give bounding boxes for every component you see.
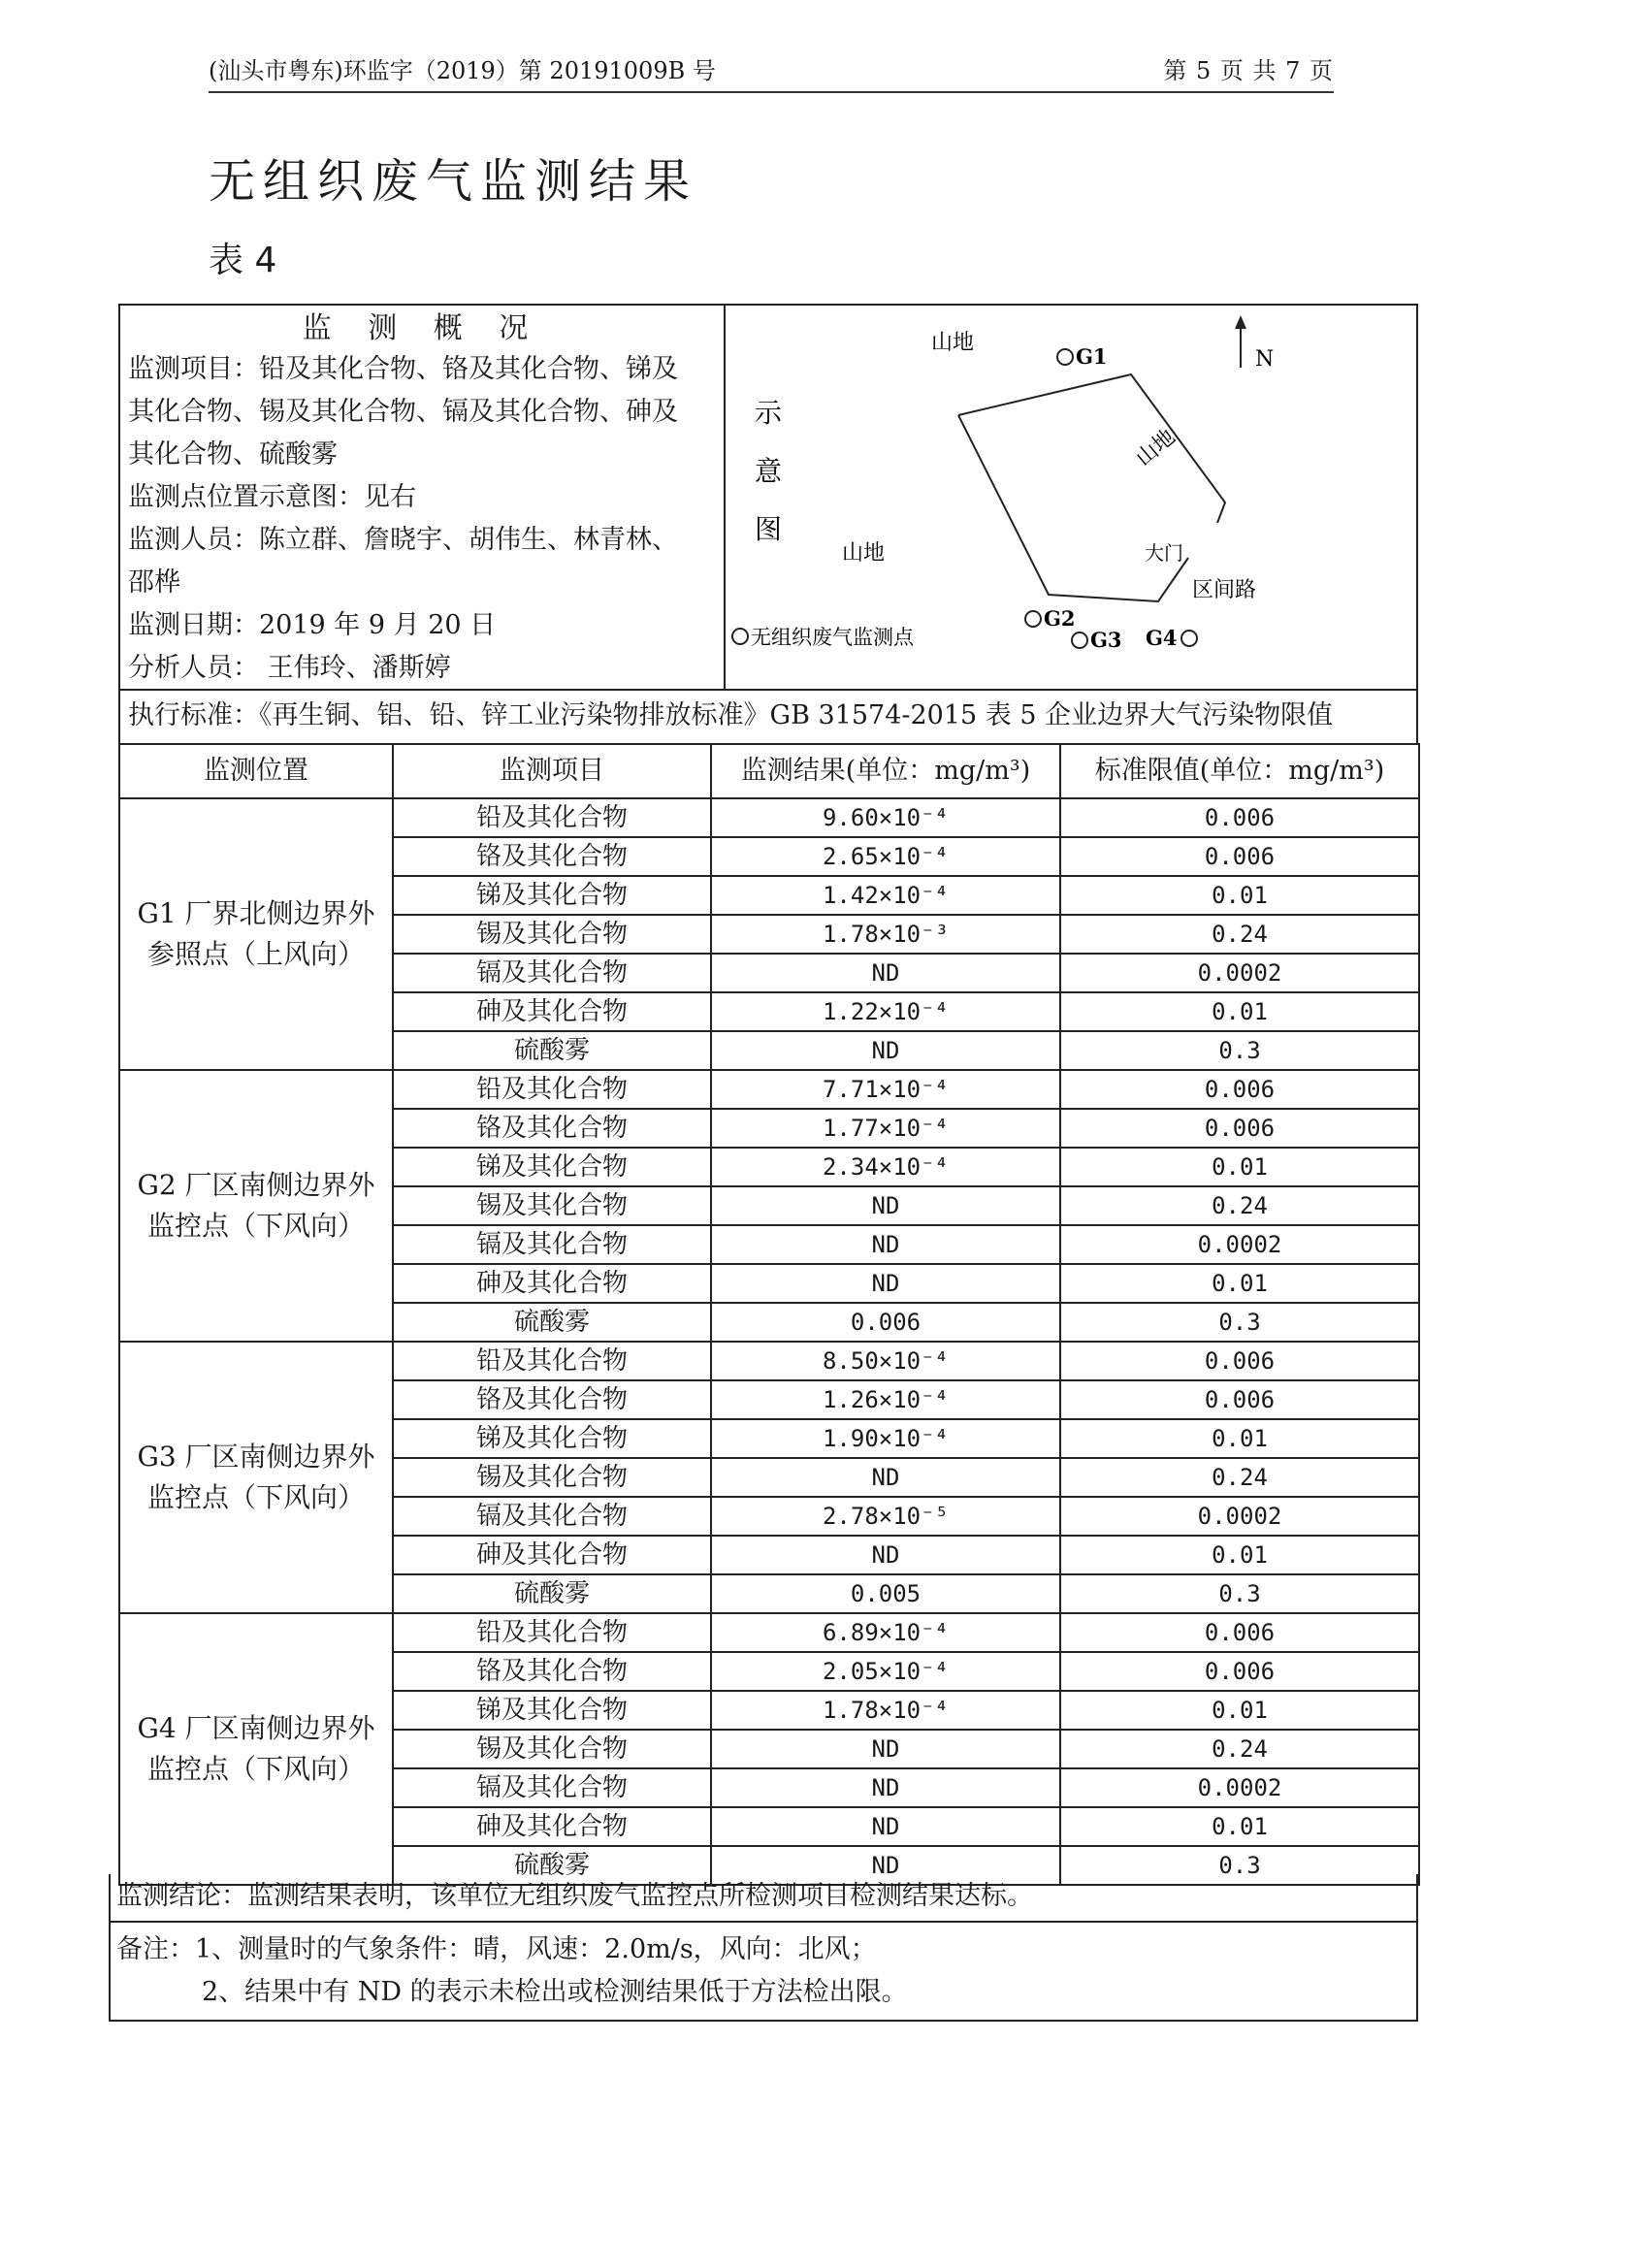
road-label: 区间路 xyxy=(1192,578,1257,602)
location-line: G1 厂界北侧边界外 xyxy=(137,897,375,929)
item-cell: 硫酸雾 xyxy=(393,1846,711,1885)
point-g4-icon xyxy=(1181,631,1197,646)
limit-cell: 0.24 xyxy=(1060,915,1419,954)
item-cell: 锑及其化合物 xyxy=(393,876,711,915)
result-cell: 9.60×10⁻⁴ xyxy=(711,798,1060,837)
mountain-label: 山地 xyxy=(842,541,886,566)
result-cell: 1.26×10⁻⁴ xyxy=(711,1380,1060,1419)
point-g2-label: G2 xyxy=(1044,606,1076,631)
limit-cell: 0.3 xyxy=(1060,1031,1419,1070)
result-cell: 1.78×10⁻³ xyxy=(711,915,1060,954)
result-cell: ND xyxy=(711,1536,1060,1574)
item-cell: 镉及其化合物 xyxy=(393,1768,711,1807)
item-cell: 硫酸雾 xyxy=(393,1303,711,1342)
limit-cell: 0.006 xyxy=(1060,1342,1419,1380)
result-cell: 2.34×10⁻⁴ xyxy=(711,1148,1060,1186)
location-line: 监控点（下风向） xyxy=(146,1753,365,1785)
limit-cell: 0.0002 xyxy=(1060,1497,1419,1536)
table-row xyxy=(119,1070,1419,1109)
column-header: 监测位置 xyxy=(119,744,393,798)
monitoring-conclusion: 监测结论：监测结果表明，该单位无组织废气监控点所检测项目检测结果达标。 xyxy=(109,1874,1418,1923)
overview-heading: 监 测 概 况 xyxy=(302,311,542,345)
point-g3-icon xyxy=(1072,632,1087,648)
limit-cell: 0.01 xyxy=(1060,1807,1419,1846)
result-cell: 0.006 xyxy=(711,1303,1060,1342)
table-row xyxy=(119,798,1419,837)
limit-cell: 0.01 xyxy=(1060,1536,1419,1574)
location-cell xyxy=(119,798,393,1070)
overview-line: 其化合物、硫酸雾 xyxy=(128,439,338,470)
result-cell: 1.77×10⁻⁴ xyxy=(711,1109,1060,1148)
item-cell: 砷及其化合物 xyxy=(393,1264,711,1303)
limit-cell: 0.0002 xyxy=(1060,1768,1419,1807)
table-row xyxy=(119,1342,1419,1380)
limit-cell: 0.01 xyxy=(1060,1264,1419,1303)
item-cell: 锡及其化合物 xyxy=(393,915,711,954)
result-cell: 0.005 xyxy=(711,1574,1060,1613)
site-diagram xyxy=(726,306,1416,689)
limit-cell: 0.01 xyxy=(1060,1148,1419,1186)
remarks xyxy=(109,1921,1418,2022)
limit-cell: 0.01 xyxy=(1060,1691,1419,1730)
limit-cell: 0.006 xyxy=(1060,1109,1419,1148)
result-cell: 8.50×10⁻⁴ xyxy=(711,1342,1060,1380)
result-cell: ND xyxy=(711,1031,1060,1070)
point-g2-icon xyxy=(1025,611,1041,627)
page-title: 无组织废气监测结果 xyxy=(209,154,698,209)
limit-cell: 0.006 xyxy=(1060,1613,1419,1652)
item-cell: 镉及其化合物 xyxy=(393,1497,711,1536)
diagram-side-label: 示 xyxy=(755,397,783,429)
item-cell: 镉及其化合物 xyxy=(393,1225,711,1264)
site-map xyxy=(726,306,1418,689)
item-cell: 铬及其化合物 xyxy=(393,1652,711,1691)
point-g3-label: G3 xyxy=(1090,628,1122,652)
result-cell: 2.05×10⁻⁴ xyxy=(711,1652,1060,1691)
item-cell: 铬及其化合物 xyxy=(393,1380,711,1419)
point-g1-icon xyxy=(1057,349,1073,365)
item-cell: 锑及其化合物 xyxy=(393,1691,711,1730)
result-cell: 1.42×10⁻⁴ xyxy=(711,876,1060,915)
limit-cell: 0.3 xyxy=(1060,1846,1419,1885)
limit-cell: 0.3 xyxy=(1060,1574,1419,1613)
overview-line: 监测点位置示意图：见右 xyxy=(128,482,416,512)
point-g1-label: G1 xyxy=(1076,344,1108,369)
result-cell: 7.71×10⁻⁴ xyxy=(711,1070,1060,1109)
overview-line: 其化合物、锡及其化合物、镉及其化合物、砷及 xyxy=(128,397,678,427)
north-arrow-icon xyxy=(1235,315,1246,329)
limit-cell: 0.006 xyxy=(1060,798,1419,837)
result-cell: ND xyxy=(711,1264,1060,1303)
table-row xyxy=(119,1613,1419,1652)
result-cell: ND xyxy=(711,1225,1060,1264)
limit-cell: 0.24 xyxy=(1060,1730,1419,1768)
limit-cell: 0.006 xyxy=(1060,1380,1419,1419)
location-line: 监控点（下风向） xyxy=(146,1481,365,1513)
overview-line: 分析人员： 王伟玲、潘斯婷 xyxy=(128,653,451,683)
result-cell: ND xyxy=(711,954,1060,992)
limit-cell: 0.01 xyxy=(1060,992,1419,1031)
point-g4-label: G4 xyxy=(1146,626,1178,650)
mountain-label: 山地 xyxy=(931,331,975,355)
item-cell: 砷及其化合物 xyxy=(393,992,711,1031)
result-cell: ND xyxy=(711,1730,1060,1768)
item-cell: 铬及其化合物 xyxy=(393,837,711,876)
table-label: 表 4 xyxy=(209,241,277,280)
limit-cell: 0.0002 xyxy=(1060,954,1419,992)
overview-line: 邵桦 xyxy=(128,567,180,598)
overview-line: 监测日期：2019 年 9 月 20 日 xyxy=(128,610,497,640)
item-cell: 锡及其化合物 xyxy=(393,1458,711,1497)
result-cell: 1.78×10⁻⁴ xyxy=(711,1691,1060,1730)
item-cell: 砷及其化合物 xyxy=(393,1536,711,1574)
results-table xyxy=(118,743,1420,1886)
location-cell xyxy=(119,1342,393,1613)
result-cell: 1.22×10⁻⁴ xyxy=(711,992,1060,1031)
item-cell: 铅及其化合物 xyxy=(393,798,711,837)
limit-cell: 0.01 xyxy=(1060,1419,1419,1458)
item-cell: 铬及其化合物 xyxy=(393,1109,711,1148)
result-cell: 2.65×10⁻⁴ xyxy=(711,837,1060,876)
overview-text xyxy=(120,306,726,689)
location-line: G2 厂区南侧边界外 xyxy=(137,1169,375,1201)
gate-label: 大门 xyxy=(1145,541,1183,565)
diagram-side-label: 图 xyxy=(755,513,783,545)
overview-line: 监测人员：陈立群、詹晓宇、胡伟生、林青林、 xyxy=(128,525,678,555)
limit-cell: 0.01 xyxy=(1060,876,1419,915)
item-cell: 锡及其化合物 xyxy=(393,1730,711,1768)
result-cell: ND xyxy=(711,1186,1060,1225)
location-line: 参照点（上风向） xyxy=(146,938,365,970)
limit-cell: 0.006 xyxy=(1060,837,1419,876)
result-cell: 2.78×10⁻⁵ xyxy=(711,1497,1060,1536)
item-cell: 镉及其化合物 xyxy=(393,954,711,992)
diagram-side-label: 意 xyxy=(755,455,783,487)
result-cell: ND xyxy=(711,1768,1060,1807)
item-cell: 铅及其化合物 xyxy=(393,1070,711,1109)
mountain-label: 山地 xyxy=(1131,425,1180,471)
column-header: 标准限值(单位：mg/m³) xyxy=(1060,744,1419,798)
location-cell xyxy=(119,1070,393,1342)
item-cell: 锑及其化合物 xyxy=(393,1148,711,1186)
limit-cell: 0.0002 xyxy=(1060,1225,1419,1264)
limit-cell: 0.24 xyxy=(1060,1458,1419,1497)
item-cell: 锑及其化合物 xyxy=(393,1419,711,1458)
page-header xyxy=(209,50,1334,93)
table-header-row xyxy=(119,744,1419,798)
item-cell: 铅及其化合物 xyxy=(393,1613,711,1652)
item-cell: 铅及其化合物 xyxy=(393,1342,711,1380)
limit-cell: 0.3 xyxy=(1060,1303,1419,1342)
limit-cell: 0.006 xyxy=(1060,1652,1419,1691)
location-line: 监控点（下风向） xyxy=(146,1210,365,1242)
remark-line: 2、结果中有 ND 的表示未检出或检测结果低于方法检出限。 xyxy=(202,1977,908,2007)
legend-label: 无组织废气监测点 xyxy=(751,626,914,649)
north-label: N xyxy=(1255,347,1275,372)
location-cell xyxy=(119,1613,393,1885)
item-cell: 硫酸雾 xyxy=(393,1031,711,1070)
item-cell: 砷及其化合物 xyxy=(393,1807,711,1846)
limit-cell: 0.24 xyxy=(1060,1186,1419,1225)
location-line: G3 厂区南侧边界外 xyxy=(137,1441,375,1473)
result-cell: ND xyxy=(711,1458,1060,1497)
column-header: 监测项目 xyxy=(393,744,711,798)
monitoring-overview xyxy=(118,304,1418,691)
item-cell: 锡及其化合物 xyxy=(393,1186,711,1225)
result-cell: 1.90×10⁻⁴ xyxy=(711,1419,1060,1458)
item-cell: 硫酸雾 xyxy=(393,1574,711,1613)
result-cell: 6.89×10⁻⁴ xyxy=(711,1613,1060,1652)
site-boundary xyxy=(958,374,1225,523)
result-cell: ND xyxy=(711,1807,1060,1846)
page-indicator: 第 5 页 共 7 页 xyxy=(1163,57,1334,84)
column-header: 监测结果(单位：mg/m³) xyxy=(711,744,1060,798)
location-line: G4 厂区南侧边界外 xyxy=(137,1712,375,1744)
limit-cell: 0.006 xyxy=(1060,1070,1419,1109)
result-cell: ND xyxy=(711,1846,1060,1885)
legend-point-icon xyxy=(732,629,748,644)
remark-line: 备注：1、测量时的气象条件：晴，风速：2.0m/s，风向：北风； xyxy=(116,1934,877,1964)
applicable-standard: 执行标准：《再生铜、铝、铅、锌工业污染物排放标准》GB 31574-2015 表 5 企业边界大气污染物限值 xyxy=(118,689,1418,745)
document-number: (汕头市粤东)环监字（2019）第 20191009B 号 xyxy=(209,57,716,84)
overview-line: 监测项目：铅及其化合物、铬及其化合物、锑及 xyxy=(128,354,678,384)
